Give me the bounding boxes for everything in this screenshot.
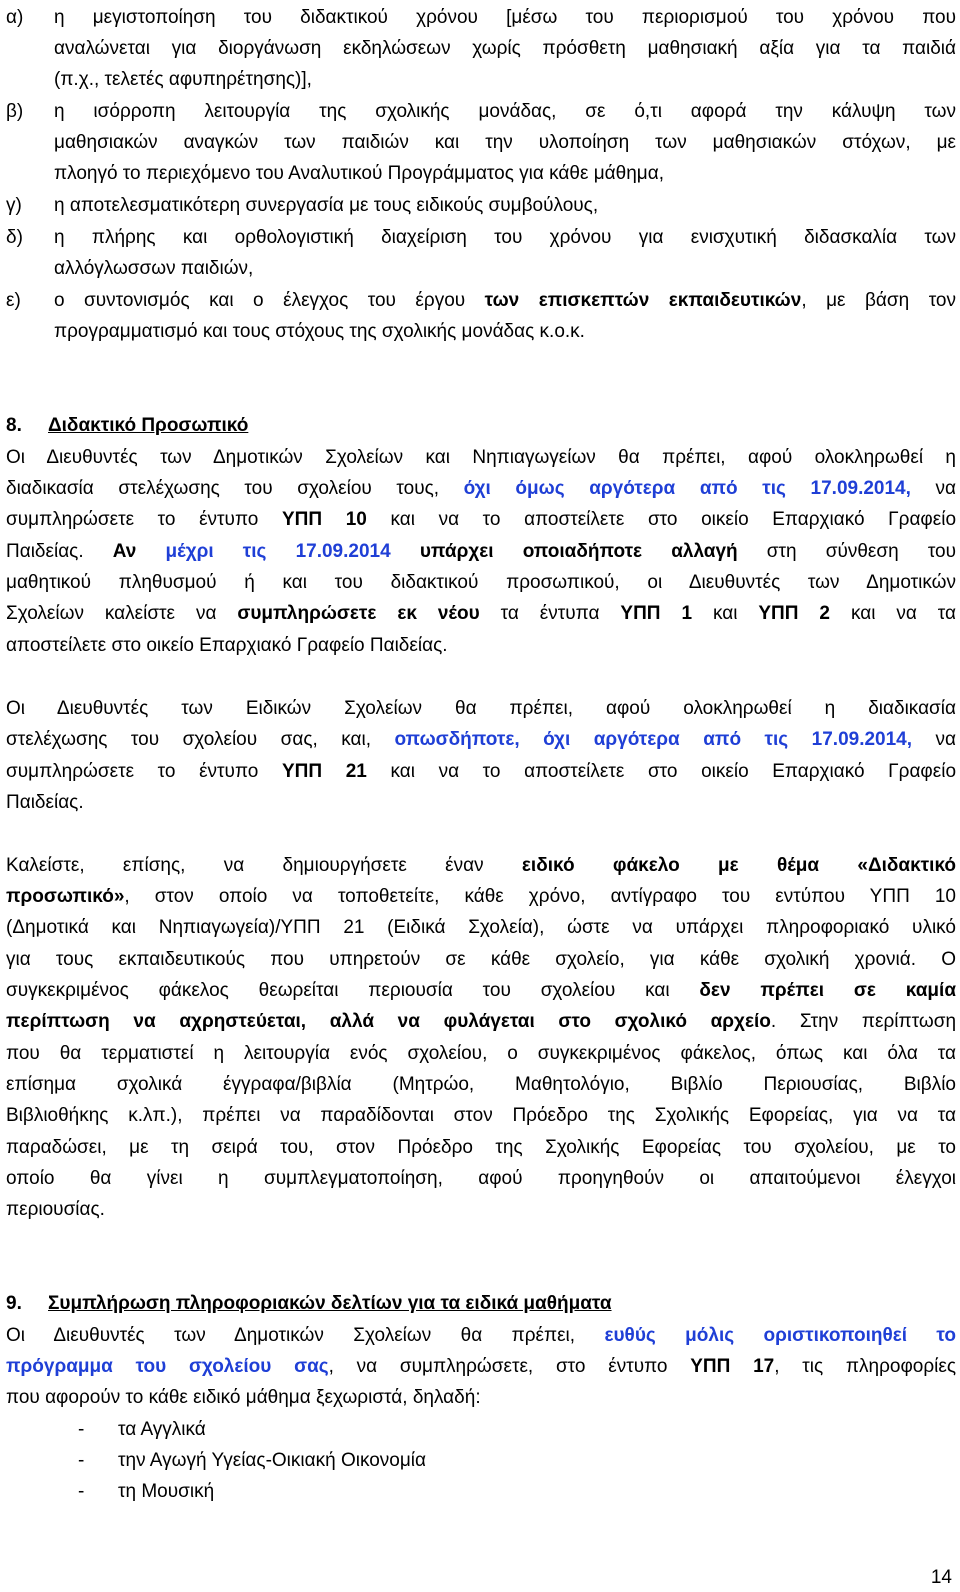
s8-p3-line-4: για τους εκπαιδευτικούς που υπηρετούν σε κάθε σχολείο, για κάθε σχολική χρονιά. Ο bbox=[6, 949, 956, 970]
section-8-title: Διδακτικό Προσωπικό bbox=[48, 415, 249, 436]
s8-p3-line-9: Βιβλιοθήκης κ.λπ.), πρέπει να παραδίδονται στον Πρόεδρο της Σχολικής Εφορείας, για να τα bbox=[6, 1105, 956, 1126]
bullet-dash-3: - bbox=[78, 1481, 85, 1502]
list-item-d-line-2: αλλόγλωσσων παιδιών, bbox=[54, 258, 254, 279]
s8-p3-line-3: (Δημοτικά και Νηπιαγωγεία)/ΥΠΠ 21 (Ειδικά Σχολεία), ώστε να υπάρχει πληροφοριακό υλικό bbox=[6, 917, 956, 938]
s8-p1-line-2: διαδικασία στελέχωσης του σχολείου τους, όχι όμως αργότερα από τις 17.09.2014, να bbox=[6, 478, 957, 499]
s8-p3-line-6: περίπτωση να αχρηστεύεται, αλλά να φυλάγεται στο σχολικό αρχείο. Στην περίπτωση bbox=[6, 1011, 957, 1032]
list-item-b-line-3: πλοηγό το περιεχόμενο του Αναλυτικού Προγράμματος για κάθε μάθημα, bbox=[54, 163, 664, 184]
page-number: 14 bbox=[930, 1567, 952, 1588]
section-9-number: 9. bbox=[6, 1293, 22, 1314]
s8-p3-line-8: επίσημα σχολικά έγγραφα/βιβλία (Μητρώο, Μαθητολόγιο, Βιβλίο Περιουσίας, Βιβλίο bbox=[6, 1074, 956, 1095]
list-item-b-line-1: η ισόρροπη λειτουργία της σχολικής μονάδας, σε ό,τι αφορά την κάλυψη των bbox=[54, 101, 956, 122]
s8-p2-line-2: στελέχωσης του σχολείου σας, και, οπωσδήποτε, όχι αργότερα από τις 17.09.2014, να bbox=[6, 729, 957, 750]
s8-p1-line-5: μαθητικού πληθυσμού ή και του διδακτικού προσωπικού, οι Διευθυντές των Δημοτικών bbox=[6, 572, 956, 593]
list-item-a-line-1: η μεγιστοποίηση του διδακτικού χρόνου [μέσω του περιορισμού του χρόνου που bbox=[54, 7, 956, 28]
s8-p3-line-10: παραδώσει, με τη σειρά του, στον Πρόεδρο της Σχολικής Εφορείας του σχολείου, με το bbox=[6, 1137, 956, 1158]
s8-p2-line-3: συμπληρώσετε το έντυπο ΥΠΠ 21 και να το αποστείλετε στο οικείο Επαρχιακό Γραφείο bbox=[6, 761, 957, 782]
list-item-c-line-1: η αποτελεσματικότερη συνεργασία με τους ειδικούς συμβούλους, bbox=[54, 195, 599, 216]
bullet-item-1: τα Αγγλικά bbox=[118, 1419, 206, 1440]
list-item-e-line-1: ο συντονισμός και ο έλεγχος του έργου των επισκεπτών εκπαιδευτικών, με βάση τον bbox=[54, 290, 956, 311]
s8-p1-line-7: αποστείλετε στο οικείο Επαρχιακό Γραφείο Παιδείας. bbox=[6, 635, 448, 656]
s8-p1-line-4: Παιδείας. Αν μέχρι τις 17.09.2014 υπάρχει οποιαδήποτε αλλαγή στη σύνθεση του bbox=[6, 541, 957, 562]
list-label-d: δ) bbox=[6, 227, 23, 248]
section-8-number: 8. bbox=[6, 415, 22, 436]
s8-p1-line-3: συμπληρώσετε το έντυπο ΥΠΠ 10 και να το αποστείλετε στο οικείο Επαρχιακό Γραφείο bbox=[6, 509, 957, 530]
s9-line-2: πρόγραμμα του σχολείου σας, να συμπληρώσετε, στο έντυπο ΥΠΠ 17, τις πληροφορίες bbox=[6, 1356, 956, 1377]
list-label-e: ε) bbox=[6, 290, 21, 311]
s8-p3-line-5: συγκεκριμένος φάκελος θεωρείται περιουσία του σχολείου και δεν πρέπει σε καμία bbox=[6, 980, 957, 1001]
s9-line-1: Οι Διευθυντές των Δημοτικών Σχολείων θα πρέπει, ευθύς μόλις οριστικοποιηθεί το bbox=[6, 1325, 956, 1346]
s9-line-3: που αφορούν το κάθε ειδικό μάθημα ξεχωριστά, δηλαδή: bbox=[6, 1387, 481, 1408]
s8-p3-line-1: Καλείστε, επίσης, να δημιουργήσετε έναν ειδικό φάκελο με θέμα «Διδακτικό bbox=[6, 855, 957, 876]
list-item-e-line-2: προγραμματισμό και τους στόχους της σχολικής μονάδας κ.ο.κ. bbox=[54, 321, 585, 342]
list-label-c: γ) bbox=[6, 195, 22, 216]
list-label-b: β) bbox=[6, 101, 24, 122]
s8-p2-line-4: Παιδείας. bbox=[6, 792, 84, 813]
bullet-dash-2: - bbox=[78, 1450, 85, 1471]
s8-p2-line-1: Οι Διευθυντές των Ειδικών Σχολείων θα πρέπει, αφού ολοκληρωθεί η διαδικασία bbox=[6, 698, 956, 719]
bullet-item-2: την Αγωγή Υγείας-Οικιακή Οικονομία bbox=[118, 1450, 426, 1471]
list-item-a-line-3: (π.χ., τελετές αφυπηρέτησης)], bbox=[54, 69, 312, 90]
s8-p3-line-2: προσωπικό», στον οποίο να τοποθετείτε, κάθε χρόνο, αντίγραφο του εντύπου ΥΠΠ 10 bbox=[6, 886, 956, 907]
section-9-title: Συμπλήρωση πληροφοριακών δελτίων για τα ειδικά μαθήματα bbox=[48, 1293, 612, 1314]
s8-p1-line-1: Οι Διευθυντές των Δημοτικών Σχολείων και Νηπιαγωγείων θα πρέπει, αφού ολοκληρωθεί η bbox=[6, 447, 956, 468]
list-item-d-line-1: η πλήρης και ορθολογιστική διαχείριση του χρόνου για ενισχυτική διδασκαλία των bbox=[54, 227, 956, 248]
s8-p3-line-7: που θα τερματιστεί η λειτουργία ενός σχολείου, ο συγκεκριμένος φάκελος, όπως και όλα τα bbox=[6, 1043, 956, 1064]
list-label-a: α) bbox=[6, 7, 24, 28]
list-item-b-line-2: μαθησιακών αναγκών των παιδιών και την υλοποίηση των μαθησιακών στόχων, με bbox=[54, 132, 956, 153]
bullet-dash-1: - bbox=[78, 1419, 85, 1440]
list-item-a-line-2: αναλώνεται για διοργάνωση εκδηλώσεων χωρίς πρόσθετη μαθησιακή αξία για τα παιδιά bbox=[54, 38, 956, 59]
s8-p3-line-11: οποίο θα γίνει η συμπλεγματοποίηση, αφού προηγηθούν οι απαιτούμενοι έλεγχοι bbox=[6, 1168, 956, 1189]
s8-p1-line-6: Σχολείων καλείστε να συμπληρώσετε εκ νέου τα έντυπα ΥΠΠ 1 και ΥΠΠ 2 και να τα bbox=[6, 603, 956, 624]
bullet-item-3: τη Μουσική bbox=[118, 1481, 215, 1502]
s8-p3-line-12: περιουσίας. bbox=[6, 1199, 105, 1220]
